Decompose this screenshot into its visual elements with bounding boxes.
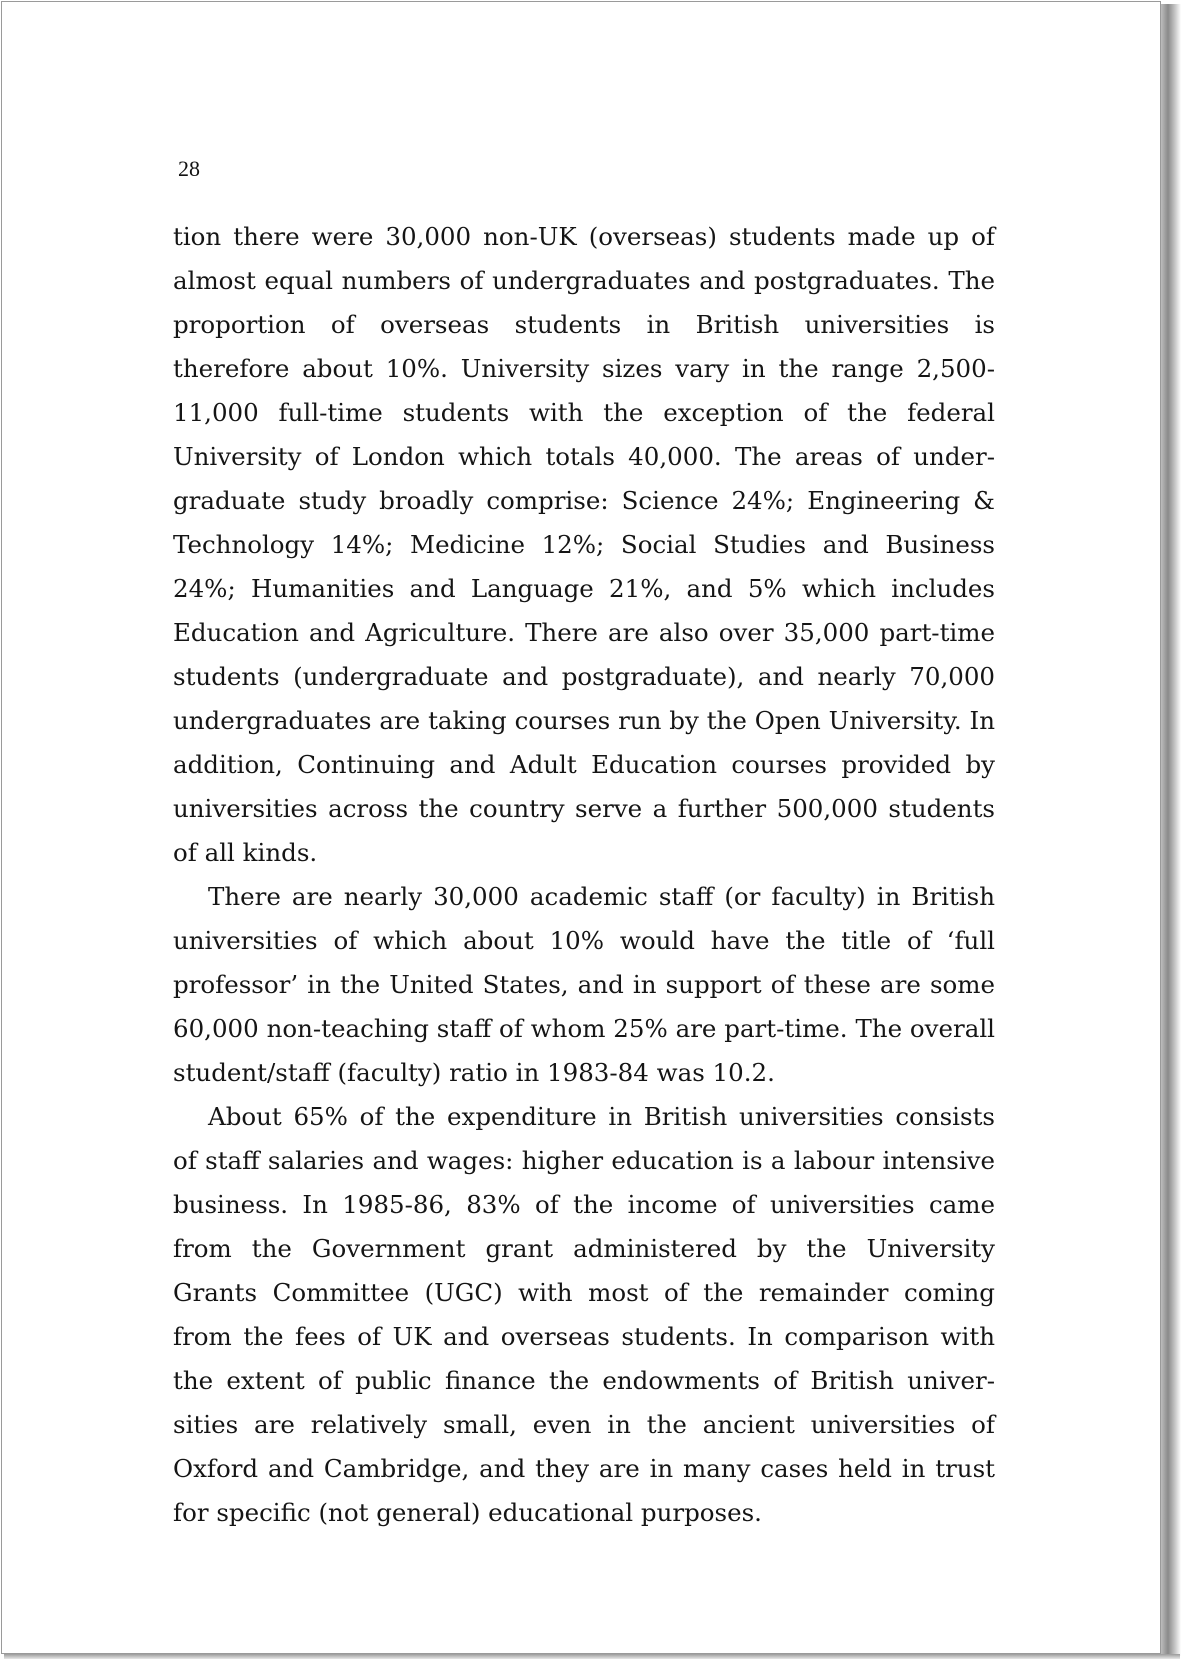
body-text bbox=[173, 215, 995, 1535]
page-shadow-bottom bbox=[4, 1654, 1180, 1659]
page-shadow-right bbox=[1161, 4, 1181, 1656]
paragraph: About 65% of the expenditure in British universities consists of staff salaries and wages: higher education is a labour intensive business. In 1985-86, 83% of the income of universities came from the Government grant administered by the University Grants Committee (UGC) with most of the remainder coming from the fees of UK and overseas students. In comparison with the extent of public finance the endowments of British univer-sities are relatively small, even in the ancient universities of Oxford and Cambridge, and they are in many cases held in trust for specific (not general) educational purposes. bbox=[173, 1102, 995, 1527]
paragraph: tion there were 30,000 non-UK (overseas) students made up of almost equal numbers of undergraduates and postgraduates. The proportion of overseas students in British universities is therefore about 10%. University sizes vary in the range 2,500-11,000 full-time students with the exception of the federal University of London which totals 40,000. The areas of under-graduate study broadly comprise: Science 24%; Engineering & Technology 14%; Medicine 12%; Social Studies and Business 24%; Humanities and Language 21%, and 5% which includes Education and Agriculture. There are also over 35,000 part-time students (undergraduate and postgraduate), and nearly 70,000 undergraduates are taking courses run by the Open University. In addition, Continuing and Adult Education courses provided by universities across the country serve a further 500,000 students of all kinds. bbox=[173, 222, 995, 867]
paragraph: There are nearly 30,000 academic staff (or faculty) in British universities of which about 10% would have the title of ‘full professor’ in the United States, and in support of these are some 60,000 non-teaching staff of whom 25% are part-time. The overall student/staff (faculty) ratio in 1983-84 was 10.2. bbox=[173, 882, 995, 1087]
page-number: 28 bbox=[178, 156, 200, 181]
document-page bbox=[1, 1, 1161, 1654]
